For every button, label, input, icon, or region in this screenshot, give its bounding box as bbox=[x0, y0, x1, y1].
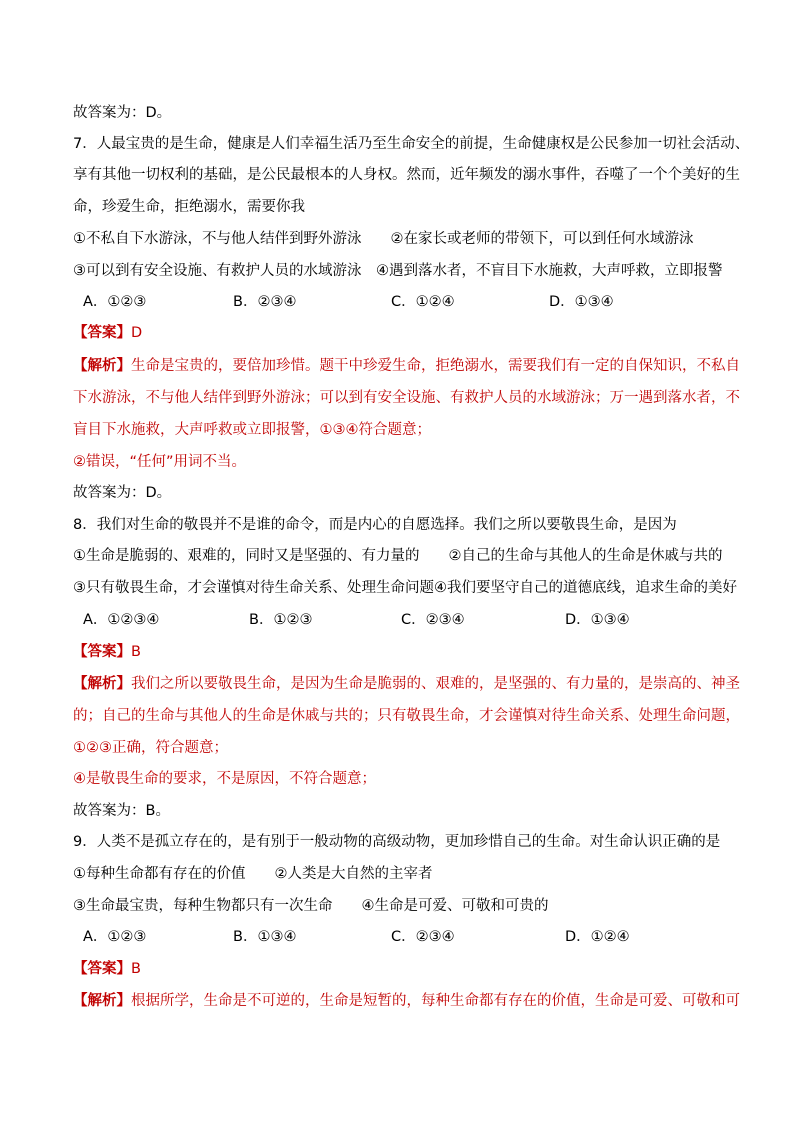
q7-answer bbox=[73, 323, 142, 343]
q7-stem-line-2: 享有其他一切权利的基础，是公民最根本的人身权。然而，近年频发的溺水事件，吞噬了一个个美好的生 bbox=[73, 167, 740, 183]
analysis-label: 【解析】 bbox=[73, 676, 131, 692]
q9-option-a: A．①②③ bbox=[83, 929, 147, 945]
q8-analysis-line-1: 【解析】我们之所以要敬畏生命，是因为生命是脆弱的、艰难的，是坚强的、有力量的，是崇高的、神圣 bbox=[73, 676, 740, 692]
final-answer-prev: 故答案为：D。 bbox=[73, 105, 172, 121]
q9-option-d: D．①②④ bbox=[565, 929, 630, 945]
q9-option-c: C．②③④ bbox=[391, 929, 455, 945]
q7-stem-line-3: 命，珍爱生命，拒绝溺水，需要你我 bbox=[73, 199, 305, 215]
q7-analysis-line-1: 【解析】生命是宝贵的，要倍加珍惜。题干中珍爱生命，拒绝溺水，需要我们有一定的自保知识，不私自 bbox=[73, 358, 740, 374]
q8-statement-2: ③只有敬畏生命，才会谨慎对待生命关系、处理生命问题④我们要坚守自己的道德底线，追求生命的美好 bbox=[73, 580, 737, 596]
q7-analysis-line-3: 盲目下水施救，大声呼救或立即报警，①③④符合题意； bbox=[73, 422, 431, 438]
answer-value: B bbox=[131, 644, 141, 660]
q7-option-b: B．②③④ bbox=[233, 294, 297, 310]
answer-value: D bbox=[131, 325, 143, 341]
answer-value: B bbox=[131, 961, 141, 977]
q8-option-b: B．①②③ bbox=[249, 612, 313, 628]
q8-option-d: D．①③④ bbox=[565, 612, 630, 628]
q7-statement-2: ③可以到有安全设施、有救护人员的水域游泳 ④遇到落水者，不盲目下水施救，大声呼救，立即报警 bbox=[73, 263, 723, 279]
answer-label: 【答案】 bbox=[73, 961, 131, 977]
analysis-label: 【解析】 bbox=[73, 993, 131, 1009]
q8-analysis-line-4: ④是敬畏生命的要求，不是原因，不符合题意； bbox=[73, 771, 376, 787]
q9-option-b: B．①③④ bbox=[233, 929, 297, 945]
q8-option-a: A．①②③④ bbox=[83, 612, 160, 628]
answer-label: 【答案】 bbox=[73, 325, 131, 341]
q8-option-c: C．②③④ bbox=[401, 612, 465, 628]
q7-final-answer: 故答案为：D。 bbox=[73, 485, 172, 501]
q7-option-d: D．①③④ bbox=[549, 294, 614, 310]
answer-label: 【答案】 bbox=[73, 644, 131, 660]
q8-analysis-line-3: ①②③正确，符合题意； bbox=[73, 740, 228, 756]
q9-statement-2: ③生命最宝贵，每种生物都只有一次生命 ④生命是可爱、可敬和可贵的 bbox=[73, 898, 549, 914]
analysis-label: 【解析】 bbox=[73, 358, 131, 374]
q7-analysis-line-4: ②错误，“任何”用词不当。 bbox=[73, 454, 247, 470]
q9-statement-1: ①每种生命都有存在的价值 ②人类是大自然的主宰者 bbox=[73, 866, 433, 882]
q8-final-answer: 故答案为：B。 bbox=[73, 803, 170, 819]
q7-stem-line-1: 7．人最宝贵的是生命，健康是人们幸福生活乃至生命安全的前提，生命健康权是公民参加一切社会活动、 bbox=[73, 136, 750, 152]
q8-stem-line-1: 8．我们对生命的敬畏并不是谁的命令，而是内心的自愿选择。我们之所以要敬畏生命，是因为 bbox=[73, 517, 677, 533]
q9-answer bbox=[73, 959, 141, 979]
q7-statement-1: ①不私自下水游泳，不与他人结伴到野外游泳 ②在家长或老师的带领下，可以到任何水域游泳 bbox=[73, 231, 694, 247]
q8-analysis-line-2: 的；自己的生命与其他人的生命是休戚与共的；只有敬畏生命，才会谨慎对待生命关系、处理生命问题， bbox=[73, 708, 740, 724]
q7-option-c: C．①②④ bbox=[391, 294, 455, 310]
q7-analysis-line-2: 下水游泳，不与他人结伴到野外游泳；可以到有安全设施、有救护人员的水域游泳；万一遇到落水者，不 bbox=[73, 390, 740, 406]
q9-analysis-line-1: 【解析】根据所学，生命是不可逆的，生命是短暂的，每种生命都有存在的价值，生命是可爱、可敬和可 bbox=[73, 993, 740, 1009]
q9-stem-line-1: 9．人类不是孤立存在的，是有别于一般动物的高级动物，更加珍惜自己的生命。对生命认识正确的是 bbox=[73, 834, 721, 850]
q8-answer bbox=[73, 642, 141, 662]
q8-statement-1: ①生命是脆弱的、艰难的，同时又是坚强的、有力量的 ②自己的生命与其他人的生命是休戚与共的 bbox=[73, 548, 723, 564]
q7-option-a: A．①②③ bbox=[83, 294, 147, 310]
